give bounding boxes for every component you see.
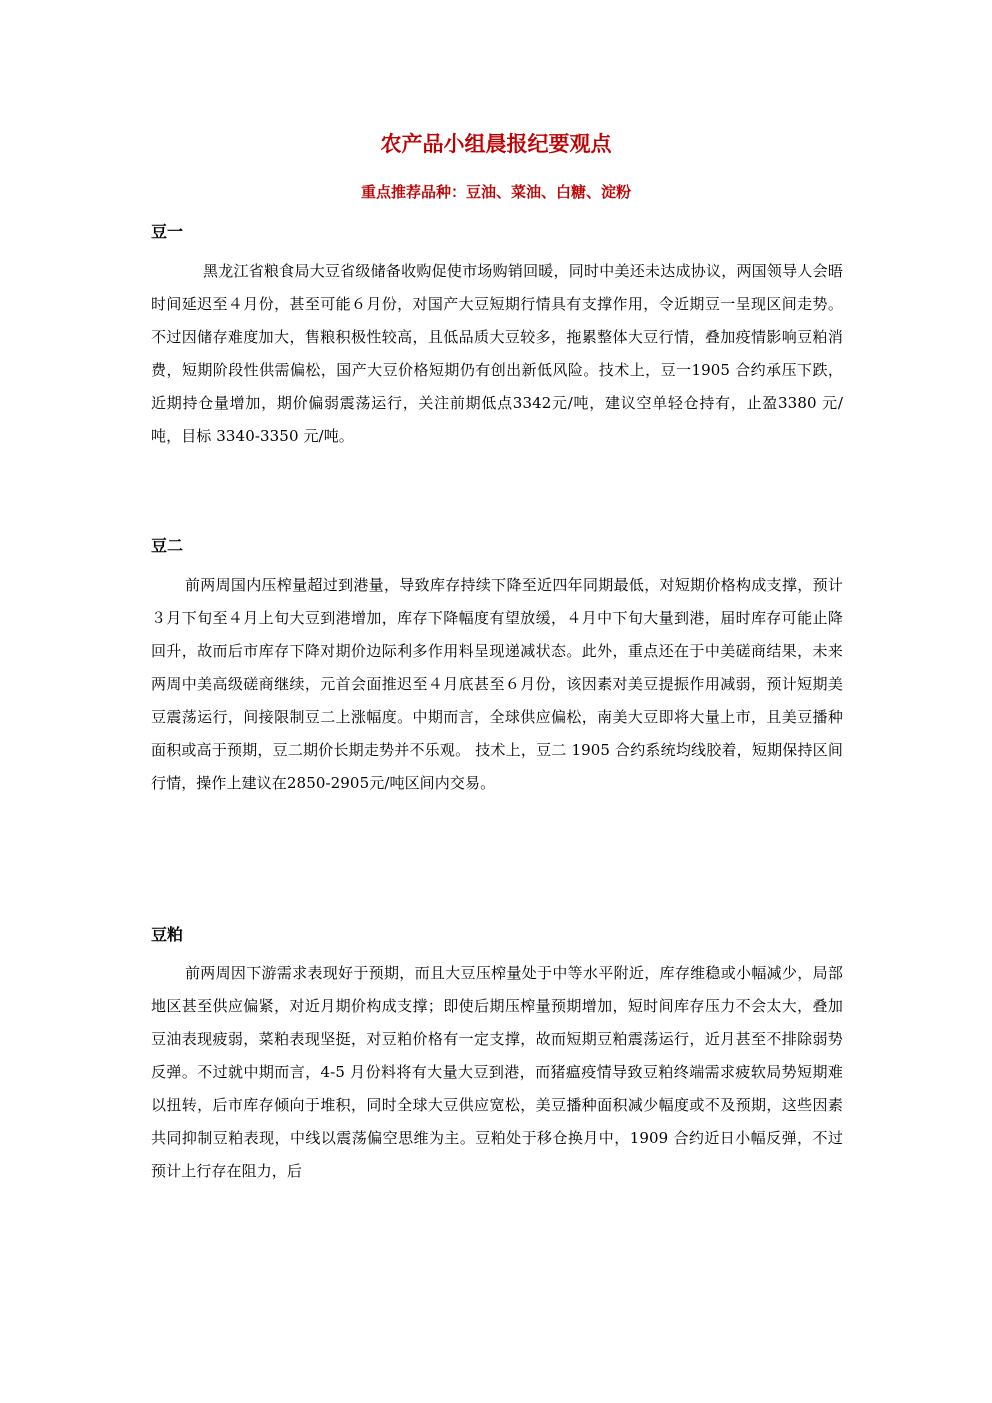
section-text-dou-po: 前两周因下游需求表现好于预期，而且大豆压榨量处于中等水平附近，库存维稳或小幅减少，局部地区甚至供应偏紧，对近月期价构成支撑；即使后期压榨量预期增加，短时间库存压力不会太大，叠加豆油表现疲弱，菜粕表现坚挺，对豆粕价格有一定支撑，故而短期豆粕震荡运行，近月甚至不排除弱势反弹。不过就中期而言，4-5 月份料将有大量大豆到港，而猪瘟疫情导致豆粕终端需求疲软局势短期难以扭转，后市库存倾向于堆积，同时全球大豆供应宽松，美豆播种面积减少幅度或不及预期，这些因素共同抑制豆粕表现，中线以震荡偏空思维为主。豆粕处于移仓换月中，1909 合约近日小幅反弹，不过预计上行存在阻力，后	[151, 964, 843, 1180]
section-text-dou-yi: 黑龙江省粮食局大豆省级储备收购促使市场购销回暖，同时中美还未达成协议，两国领导人会晤时间延迟至４月份，甚至可能６月份，对国产大豆短期行情具有支撑作用，令近期豆一呈现区间走势。不过因储存难度加大，售粮积极性较高，且低品质大豆较多，拖累整体大豆行情，叠加疫情影响豆粕消费，短期阶段性供需偏松，国产大豆价格短期仍有创出新低风险。技术上，豆一1905 合约承压下跌，近期持仓量增加，期价偏弱震荡运行，关注前期低点3342元/吨，建议空单轻仓持有，止盈3380 元/吨，目标 3340-3350 元/吨。	[151, 262, 843, 445]
section-heading-dou-yi: 豆一	[151, 222, 184, 241]
page-subtitle: 重点推荐品种：豆油、菜油、白糖、淀粉	[360, 183, 631, 201]
section-heading-dou-po: 豆粕	[151, 925, 184, 944]
section-heading-dou-er: 豆二	[151, 536, 184, 555]
section-text-dou-er: 前两周国内压榨量超过到港量，导致库存持续下降至近四年同期最低，对短期价格构成支撑，预计３月下旬至４月上旬大豆到港增加，库存下降幅度有望放缓，４月中下旬大量到港，届时库存可能止降回升，故而后市库存下降对期价边际利多作用料呈现递减状态。此外，重点还在于中美磋商结果，未来两周中美高级磋商继续，元首会面推迟至４月底甚至６月份，该因素对美豆提振作用减弱，预计短期美豆震荡运行，间接限制豆二上涨幅度。中期而言，全球供应偏松，南美大豆即将大量上市，且美豆播种面积或高于预期，豆二期价长期走势并不乐观。 技术上，豆二 1905 合约系统均线胶着，短期保持区间行情，操作上建议在2850-2905元/吨区间内交易。	[151, 576, 843, 792]
page-title: 农产品小组晨报纪要观点	[380, 132, 612, 156]
